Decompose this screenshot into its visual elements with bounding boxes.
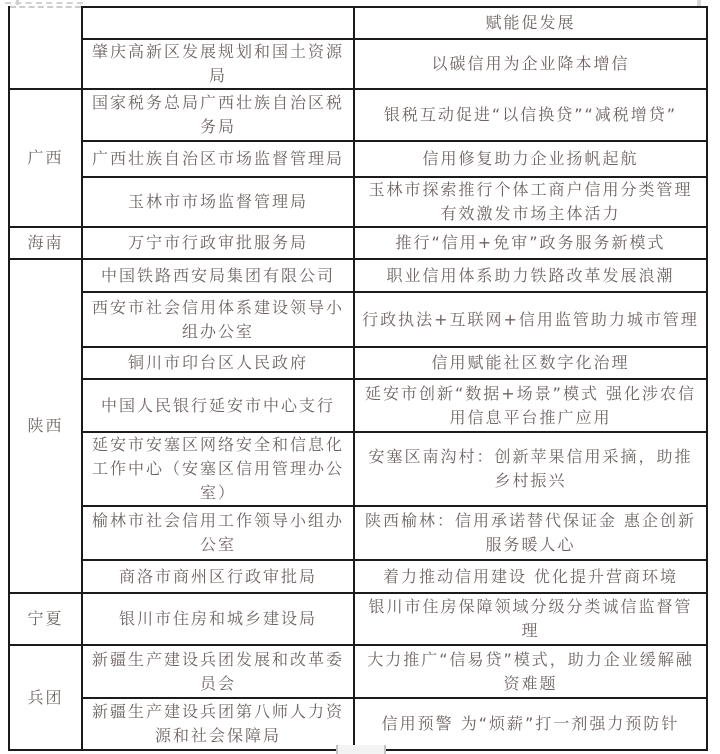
province-cell: 陕西 (9, 259, 82, 593)
achievement-cell: 安塞区南沟村：创新苹果信用采摘，助推乡村振兴 (354, 432, 707, 506)
org-cell: 银川市住房和城乡建设局 (82, 593, 354, 645)
table-row (9, 292, 707, 347)
achievement-cell: 信用预警 为“烦薪”打一剂强力预防针 (354, 698, 707, 750)
table-row (9, 506, 707, 560)
org-cell: 广西壮族自治区市场监督管理局 (82, 141, 354, 177)
org-cell (82, 7, 354, 39)
table-row (9, 177, 707, 227)
table-row (9, 560, 707, 593)
scrollbar-thumb[interactable] (336, 745, 386, 754)
table-row (9, 141, 707, 177)
org-cell: 中国人民银行延安市中心支行 (82, 379, 354, 432)
achievement-cell: 信用赋能社区数字化治理 (354, 347, 707, 379)
achievement-cell: 玉林市探索推行个体工商户信用分类管理 有效激发市场主体活力 (354, 177, 707, 227)
org-cell: 新疆生产建设兵团第八师人力资源和社会保障局 (82, 698, 354, 750)
achievement-cell: 信用修复助力企业扬帆起航 (354, 141, 707, 177)
achievement-cell: 银川市住房保障领域分级分类诚信监督管理 (354, 593, 707, 645)
achievement-cell: 以碳信用为企业降本增信 (354, 39, 707, 89)
achievement-cell: 行政执法+互联网+信用监管助力城市管理 (354, 292, 707, 347)
achievement-cell: 陕西榆林：信用承诺替代保证金 惠企创新服务暖人心 (354, 506, 707, 560)
table-row (9, 645, 707, 698)
org-cell: 西安市社会信用体系建设领导小组办公室 (82, 292, 354, 347)
table-row (9, 39, 707, 89)
org-cell: 玉林市市场监督管理局 (82, 177, 354, 227)
org-cell: 榆林市社会信用工作领导小组办公室 (82, 506, 354, 560)
credit-case-table (8, 6, 708, 751)
table-row (9, 379, 707, 432)
achievement-cell: 推行“信用+免审”政务服务新模式 (354, 227, 707, 259)
achievement-cell: 延安市创新“数据+场景”模式 强化涉农信用信息平台推广应用 (354, 379, 707, 432)
table-row (9, 259, 707, 292)
table-row (9, 347, 707, 379)
province-cell: 宁夏 (9, 593, 82, 645)
table-row (9, 227, 707, 259)
table-row (9, 593, 707, 645)
credit-case-table-wrap (8, 6, 708, 751)
achievement-cell: 职业信用体系助力铁路改革发展浪潮 (354, 259, 707, 292)
province-cell: 广西 (9, 89, 82, 227)
org-cell: 铜川市印台区人民政府 (82, 347, 354, 379)
achievement-cell: 着力推动信用建设 优化提升营商环境 (354, 560, 707, 593)
org-cell: 中国铁路西安局集团有限公司 (82, 259, 354, 292)
org-cell: 商洛市商州区行政审批局 (82, 560, 354, 593)
table-row (9, 432, 707, 506)
org-cell: 国家税务总局广西壮族自治区税务局 (82, 89, 354, 141)
table-row (9, 698, 707, 750)
org-cell: 万宁市行政审批服务局 (82, 227, 354, 259)
gridline-tick-icon (16, 0, 19, 5)
province-cell: 兵团 (9, 645, 82, 750)
province-cell: 海南 (9, 227, 82, 259)
table-row (9, 7, 707, 39)
org-cell: 新疆生产建设兵团发展和改革委员会 (82, 645, 354, 698)
org-cell: 肇庆高新区发展规划和国土资源局 (82, 39, 354, 89)
achievement-cell: 银税互动促进“以信换贷”“减税增贷” (354, 89, 707, 141)
achievement-cell: 大力推广“信易贷”模式，助力企业缓解融资难题 (354, 645, 707, 698)
achievement-cell: 赋能促发展 (354, 7, 707, 39)
org-cell: 延安市安塞区网络安全和信息化工作中心（安塞区信用管理办公室） (82, 432, 354, 506)
table-row (9, 89, 707, 141)
province-cell (9, 7, 82, 89)
